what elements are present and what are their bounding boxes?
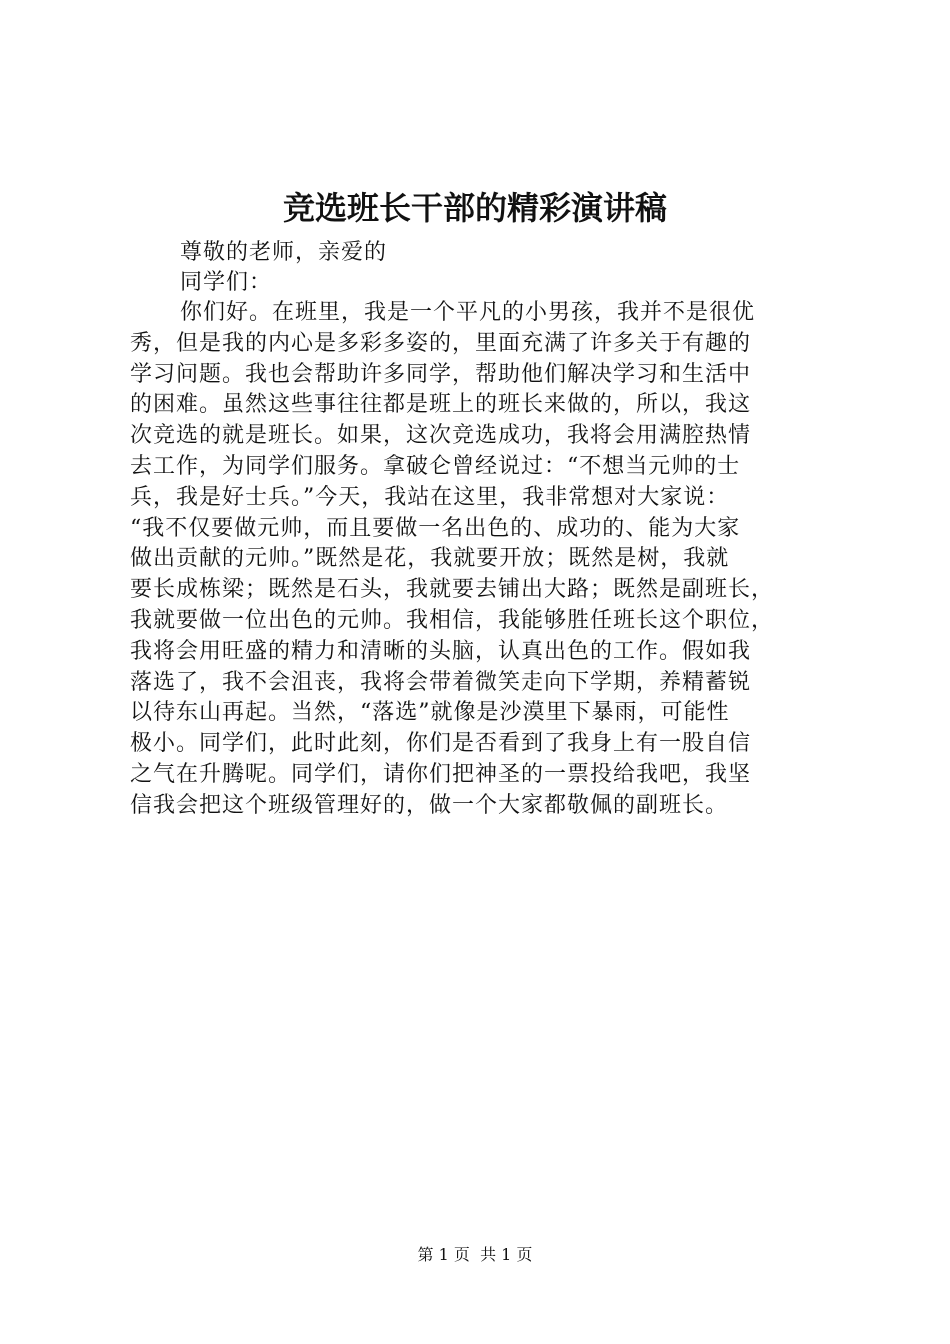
body-line: 去工作，为同学们服务。拿破仑曾经说过：“不想当元帅的士 xyxy=(130,453,741,479)
body-line: 我就要做一位出色的元帅。我相信，我能够胜任班长这个职位， xyxy=(130,607,775,633)
body-line: 落选了，我不会沮丧，我将会带着微笑走向下学期，养精蓄锐 xyxy=(130,669,752,695)
body-line: “我不仅要做元帅，而且要做一名出色的、成功的、能为大家 xyxy=(130,515,741,541)
body-line: 的困难。虽然这些事往往都是班上的班长来做的，所以，我这 xyxy=(130,392,752,418)
body-line: 之气在升腾呢。同学们，请你们把神圣的一票投给我吧，我坚 xyxy=(130,761,752,787)
body-line: 你们好。在班里，我是一个平凡的小男孩，我并不是很优 xyxy=(180,300,756,325)
document-title: 竞选班长干部的精彩演讲稿 xyxy=(282,189,667,227)
body-line: 以待东山再起。当然，“落选”就像是沙漠里下暴雨，可能性 xyxy=(130,700,730,726)
body-line: 信我会把这个班级管理好的，做一个大家都敬佩的副班长。 xyxy=(130,792,729,818)
body-line: 要长成栋梁；既然是石头，我就要去铺出大路；既然是副班长， xyxy=(130,577,775,603)
body-line: 兵，我是好士兵。”今天，我站在这里，我非常想对大家说： xyxy=(130,484,730,510)
salutation-line-2: 同学们： xyxy=(180,270,273,295)
body-line: 学习问题。我也会帮助许多同学，帮助他们解决学习和生活中 xyxy=(130,361,752,387)
body-line: 秀，但是我的内心是多彩多姿的，里面充满了许多关于有趣的 xyxy=(130,330,752,356)
salutation-line-1: 尊敬的老师，亲爱的 xyxy=(180,240,388,265)
body-line: 次竞选的就是班长。如果，这次竞选成功，我将会用满腔热情 xyxy=(130,423,752,449)
speech-body xyxy=(130,298,830,822)
body-line: 极小。同学们，此时此刻，你们是否看到了我身上有一股自信 xyxy=(130,731,752,757)
body-line: 做出贡献的元帅。”既然是花，我就要开放；既然是树，我就 xyxy=(130,546,730,572)
page-number-footer: 第 1 页 共 1 页 xyxy=(417,1245,533,1264)
body-line: 我将会用旺盛的精力和清晰的头脑，认真出色的工作。假如我 xyxy=(130,638,752,664)
